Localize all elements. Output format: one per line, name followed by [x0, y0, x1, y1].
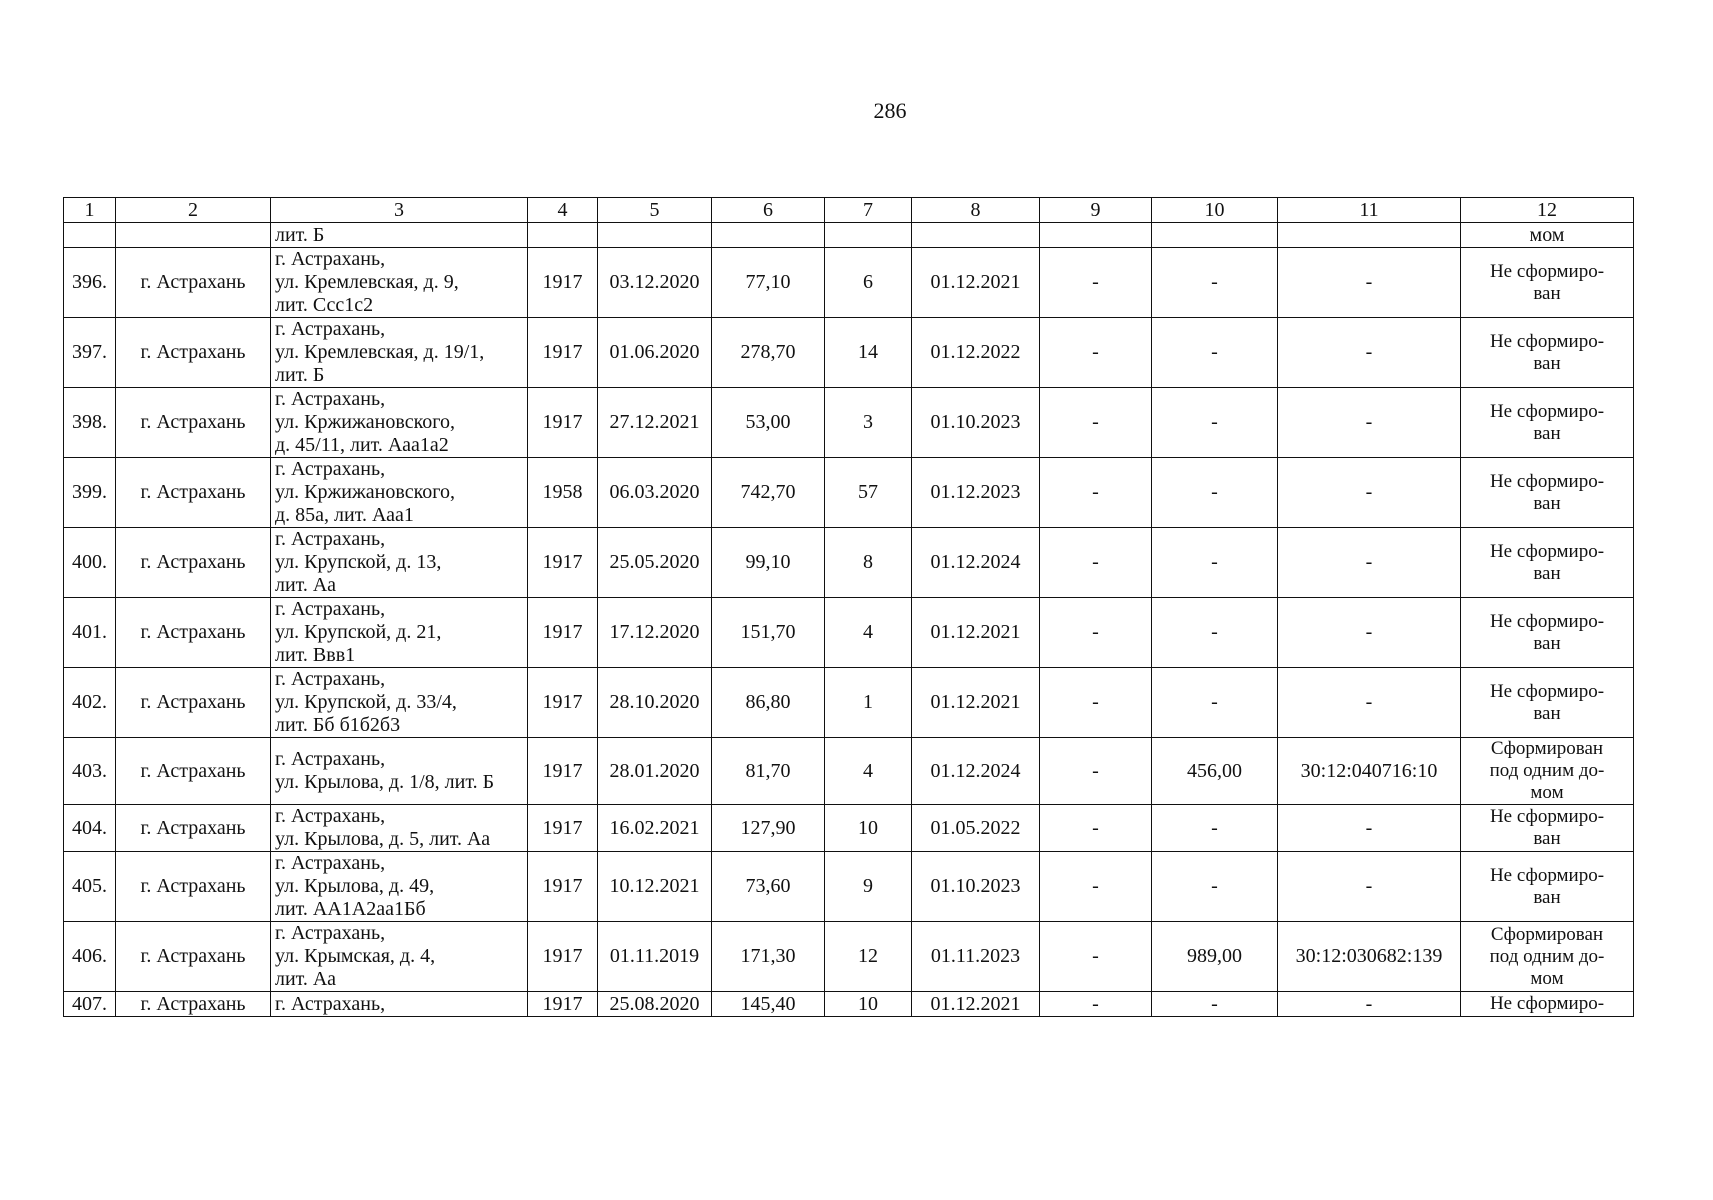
deadline-cell: 01.12.2024	[912, 738, 1040, 805]
residents-cell: 6	[825, 248, 912, 318]
status-line: ван	[1533, 282, 1561, 304]
year-cell: 1917	[528, 598, 598, 668]
residents-cell: 12	[825, 922, 912, 992]
address-line: лит. АА1А2аа1Бб	[275, 898, 426, 920]
address-line: г. Астрахань,	[275, 748, 386, 770]
deadline-cell: 01.12.2024	[912, 528, 1040, 598]
land-area-cell: -	[1152, 805, 1278, 852]
area-cell: 86,80	[712, 668, 825, 738]
residents-cell: 8	[825, 528, 912, 598]
address-line: лит. Ввв1	[275, 644, 356, 666]
row-number: 405.	[64, 852, 116, 922]
address-line: д. 45/11, лит. Ааа1а2	[275, 434, 449, 456]
residents-cell: 14	[825, 318, 912, 388]
address-line: лит. Аа	[275, 574, 336, 596]
residents-cell: 4	[825, 598, 912, 668]
area-cell: 73,60	[712, 852, 825, 922]
table-row	[64, 318, 1634, 388]
address-line: ул. Крымская, д. 4,	[275, 945, 436, 967]
city-cell: г. Астрахань	[116, 738, 271, 805]
column-header: 10	[1152, 198, 1278, 223]
date-cell: 28.01.2020	[598, 738, 712, 805]
col9-cell: -	[1040, 318, 1152, 388]
city-cell: г. Астрахань	[116, 598, 271, 668]
status-cell	[1461, 852, 1634, 922]
status-line: Не сформиро-	[1489, 680, 1605, 702]
row-number: 396.	[64, 248, 116, 318]
table-body	[64, 248, 1634, 992]
address-line: д. 85а, лит. Ааа1	[275, 504, 414, 526]
year-cell: 1917	[528, 922, 598, 992]
table-row	[64, 922, 1634, 992]
status-line: Не сформиро-	[1489, 470, 1605, 492]
table-row	[64, 598, 1634, 668]
register-table	[63, 197, 1634, 1017]
residents-cell: 4	[825, 738, 912, 805]
col9-cell: -	[1040, 805, 1152, 852]
address-line: г. Астрахань,	[275, 668, 386, 690]
residents-cell: 10	[825, 805, 912, 852]
column-header: 9	[1040, 198, 1152, 223]
column-header: 4	[528, 198, 598, 223]
status-line: под одним до-	[1489, 760, 1605, 781]
status-line: ван	[1533, 632, 1561, 654]
address-line: ул. Крупской, д. 21,	[275, 621, 442, 643]
date-cell: 03.12.2020	[598, 248, 712, 318]
cadastral-cell: 30:12:040716:10	[1278, 738, 1461, 805]
address-line: г. Астрахань,	[275, 598, 386, 620]
column-header: 11	[1278, 198, 1461, 223]
cadastral-cell: -	[1278, 388, 1461, 458]
address-line: ул. Крылова, д. 49,	[275, 875, 435, 897]
address-cell	[271, 458, 528, 528]
row-number: 404.	[64, 805, 116, 852]
land-area-cell: -	[1152, 458, 1278, 528]
address-cell	[271, 388, 528, 458]
date-cell: 01.06.2020	[598, 318, 712, 388]
status-cell: Не сформиро-	[1461, 992, 1634, 1017]
land-area-cell: -	[1152, 668, 1278, 738]
status-cell	[1461, 458, 1634, 528]
area-cell: 278,70	[712, 318, 825, 388]
address-line: лит. Бб б1б2б3	[275, 714, 401, 736]
address-line: ул. Крылова, д. 5, лит. Аа	[275, 828, 491, 850]
row-number: 397.	[64, 318, 116, 388]
city-cell: г. Астрахань	[116, 318, 271, 388]
column-header: 3	[271, 198, 528, 223]
year-cell: 1917	[528, 668, 598, 738]
address-cell	[271, 922, 528, 992]
year-cell: 1917	[528, 738, 598, 805]
status-cell	[1461, 318, 1634, 388]
status-line: ван	[1533, 492, 1561, 514]
land-area-cell: 456,00	[1152, 738, 1278, 805]
table-row	[64, 388, 1634, 458]
row-number: 406.	[64, 922, 116, 992]
status-line: ван	[1533, 702, 1561, 724]
cadastral-cell: -	[1278, 458, 1461, 528]
col9-cell: -	[1040, 668, 1152, 738]
deadline-cell: 01.12.2021	[912, 668, 1040, 738]
cadastral-cell: -	[1278, 852, 1461, 922]
status-line: ван	[1533, 352, 1561, 374]
deadline-cell: 01.10.2023	[912, 852, 1040, 922]
status-cell	[1461, 528, 1634, 598]
row-number: 400.	[64, 528, 116, 598]
cadastral-cell: -	[1278, 992, 1461, 1017]
address-cell	[271, 738, 528, 805]
address-line: г. Астрахань,	[275, 248, 386, 270]
cadastral-cell: -	[1278, 668, 1461, 738]
address-line: ул. Кржижановского,	[275, 481, 455, 503]
land-area-cell: -	[1152, 388, 1278, 458]
cadastral-cell: -	[1278, 248, 1461, 318]
date-cell: 25.05.2020	[598, 528, 712, 598]
status-line: мом	[1530, 782, 1564, 803]
status-line: Не сформиро-	[1489, 864, 1605, 886]
land-area-cell: -	[1152, 318, 1278, 388]
continuation-row	[64, 223, 1634, 248]
residents-cell: 9	[825, 852, 912, 922]
area-cell: 77,10	[712, 248, 825, 318]
address-line: лит. Б	[275, 364, 325, 386]
city-cell: г. Астрахань	[116, 528, 271, 598]
city-cell: г. Астрахань	[116, 458, 271, 528]
date-cell: 27.12.2021	[598, 388, 712, 458]
column-header: 2	[116, 198, 271, 223]
date-cell: 10.12.2021	[598, 852, 712, 922]
status-cell: мом	[1461, 223, 1634, 248]
date-cell: 25.08.2020	[598, 992, 712, 1017]
deadline-cell: 01.05.2022	[912, 805, 1040, 852]
column-header: 8	[912, 198, 1040, 223]
date-cell: 28.10.2020	[598, 668, 712, 738]
row-number: 398.	[64, 388, 116, 458]
status-line: мом	[1530, 967, 1564, 989]
col9-cell: -	[1040, 458, 1152, 528]
address-line: г. Астрахань,	[275, 458, 386, 480]
address-cell	[271, 248, 528, 318]
col9-cell: -	[1040, 528, 1152, 598]
cadastral-cell: -	[1278, 805, 1461, 852]
address-line: г. Астрахань,	[275, 852, 386, 874]
residents-cell: 10	[825, 992, 912, 1017]
status-line: Не сформиро-	[1489, 400, 1605, 422]
deadline-cell: 01.12.2021	[912, 992, 1040, 1017]
address-cell	[271, 318, 528, 388]
address-line: г. Астрахань,	[275, 922, 386, 944]
col9-cell: -	[1040, 738, 1152, 805]
table-row	[64, 458, 1634, 528]
cadastral-cell: -	[1278, 528, 1461, 598]
column-header: 12	[1461, 198, 1634, 223]
row-number: 402.	[64, 668, 116, 738]
address-line: г. Астрахань,	[275, 318, 386, 340]
area-cell: 145,40	[712, 992, 825, 1017]
status-line: Сформирован	[1490, 923, 1604, 945]
status-line: ван	[1533, 828, 1561, 849]
address-cell	[271, 598, 528, 668]
address-cell	[271, 528, 528, 598]
residents-cell: 57	[825, 458, 912, 528]
city-cell: г. Астрахань	[116, 992, 271, 1017]
row-number: 399.	[64, 458, 116, 528]
table-row	[64, 852, 1634, 922]
area-cell: 53,00	[712, 388, 825, 458]
deadline-cell: 01.12.2023	[912, 458, 1040, 528]
year-cell: 1917	[528, 318, 598, 388]
area-cell: 171,30	[712, 922, 825, 992]
col9-cell: -	[1040, 598, 1152, 668]
deadline-cell: 01.12.2021	[912, 248, 1040, 318]
status-line: Не сформиро-	[1489, 806, 1605, 827]
status-cell	[1461, 805, 1634, 852]
land-area-cell: -	[1152, 248, 1278, 318]
year-cell: 1917	[528, 852, 598, 922]
address-line: ул. Крупской, д. 33/4,	[275, 691, 457, 713]
land-area-cell: -	[1152, 992, 1278, 1017]
land-area-cell: -	[1152, 528, 1278, 598]
city-cell: г. Астрахань	[116, 922, 271, 992]
status-line: Не сформиро-	[1489, 610, 1605, 632]
cadastral-cell: -	[1278, 598, 1461, 668]
status-line: ван	[1533, 886, 1561, 908]
city-cell: г. Астрахань	[116, 388, 271, 458]
year-cell: 1958	[528, 458, 598, 528]
table-row	[64, 805, 1634, 852]
city-cell: г. Астрахань	[116, 805, 271, 852]
status-cell	[1461, 668, 1634, 738]
area-cell: 151,70	[712, 598, 825, 668]
column-header: 5	[598, 198, 712, 223]
address-line: ул. Крупской, д. 13,	[275, 551, 442, 573]
col9-cell: -	[1040, 852, 1152, 922]
status-line: Не сформиро-	[1489, 540, 1605, 562]
address-line: лит. Аа	[275, 968, 336, 990]
year-cell: 1917	[528, 528, 598, 598]
address-cell	[271, 805, 528, 852]
date-cell: 16.02.2021	[598, 805, 712, 852]
column-header: 6	[712, 198, 825, 223]
land-area-cell: 989,00	[1152, 922, 1278, 992]
residents-cell: 3	[825, 388, 912, 458]
date-cell: 17.12.2020	[598, 598, 712, 668]
column-header: 1	[64, 198, 116, 223]
status-line: ван	[1533, 422, 1561, 444]
address-line: ул. Кржижановского,	[275, 411, 455, 433]
deadline-cell: 01.12.2022	[912, 318, 1040, 388]
col9-cell: -	[1040, 992, 1152, 1017]
column-header: 7	[825, 198, 912, 223]
year-cell: 1917	[528, 248, 598, 318]
column-number-row	[64, 198, 1634, 223]
address-line: г. Астрахань,	[275, 388, 386, 410]
col9-cell: -	[1040, 388, 1152, 458]
table-row	[64, 668, 1634, 738]
residents-cell: 1	[825, 668, 912, 738]
table-row	[64, 738, 1634, 805]
status-cell	[1461, 598, 1634, 668]
status-line: под одним до-	[1489, 945, 1605, 967]
area-cell: 127,90	[712, 805, 825, 852]
address-line: г. Астрахань,	[275, 528, 386, 550]
status-line: Сформирован	[1490, 738, 1604, 759]
row-number: 401.	[64, 598, 116, 668]
table-row	[64, 992, 1634, 1017]
col9-cell: -	[1040, 922, 1152, 992]
cadastral-cell: 30:12:030682:139	[1278, 922, 1461, 992]
city-cell: г. Астрахань	[116, 248, 271, 318]
status-line: ван	[1533, 562, 1561, 584]
address-line: ул. Кремлевская, д. 19/1,	[275, 341, 485, 363]
date-cell: 06.03.2020	[598, 458, 712, 528]
area-cell: 81,70	[712, 738, 825, 805]
page-number: 286	[873, 98, 907, 123]
area-cell: 99,10	[712, 528, 825, 598]
address-line: г. Астрахань,	[275, 805, 386, 827]
status-line: Не сформиро-	[1489, 260, 1605, 282]
deadline-cell: 01.12.2021	[912, 598, 1040, 668]
land-area-cell: -	[1152, 852, 1278, 922]
table-row	[64, 528, 1634, 598]
address-cell	[271, 668, 528, 738]
address-cell: г. Астрахань,	[271, 992, 528, 1017]
area-cell: 742,70	[712, 458, 825, 528]
year-cell: 1917	[528, 992, 598, 1017]
cadastral-cell: -	[1278, 318, 1461, 388]
city-cell: г. Астрахань	[116, 668, 271, 738]
col9-cell: -	[1040, 248, 1152, 318]
row-number: 407.	[64, 992, 116, 1017]
year-cell: 1917	[528, 388, 598, 458]
address-line: лит. Ссс1с2	[275, 294, 374, 316]
date-cell: 01.11.2019	[598, 922, 712, 992]
address-line: ул. Кремлевская, д. 9,	[275, 271, 459, 293]
row-number: 403.	[64, 738, 116, 805]
status-cell	[1461, 248, 1634, 318]
address-cell: лит. Б	[271, 223, 528, 248]
table-row	[64, 248, 1634, 318]
deadline-cell: 01.11.2023	[912, 922, 1040, 992]
status-cell	[1461, 388, 1634, 458]
status-cell	[1461, 738, 1634, 805]
status-line: Не сформиро-	[1489, 330, 1605, 352]
address-cell	[271, 852, 528, 922]
address-line: ул. Крылова, д. 1/8, лит. Б	[275, 771, 495, 793]
year-cell: 1917	[528, 805, 598, 852]
deadline-cell: 01.10.2023	[912, 388, 1040, 458]
city-cell: г. Астрахань	[116, 852, 271, 922]
land-area-cell: -	[1152, 598, 1278, 668]
status-cell	[1461, 922, 1634, 992]
